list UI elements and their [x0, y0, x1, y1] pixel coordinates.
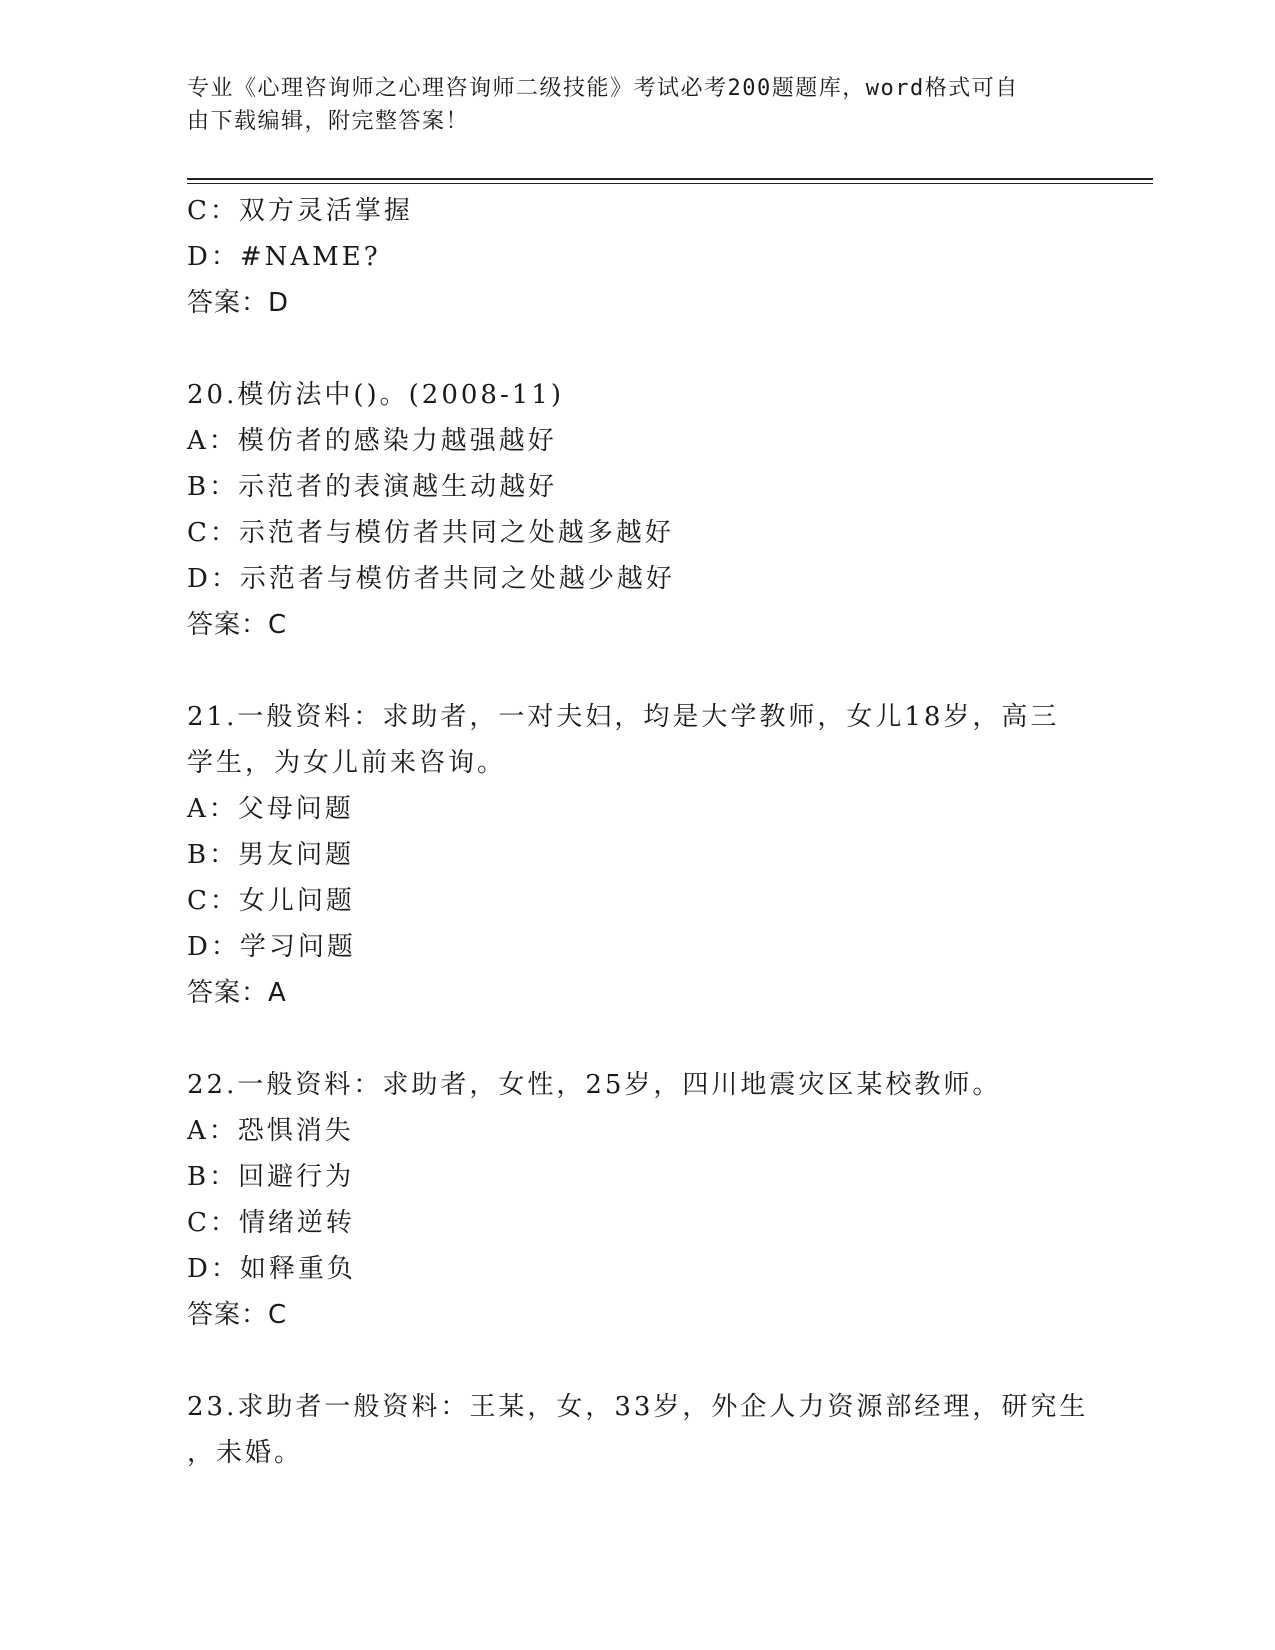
question-20-answer: 答案：C	[187, 610, 288, 640]
question-22-stem: 22.一般资料：求助者，女性，25岁，四川地震灾区某校教师。	[187, 1070, 1002, 1100]
question-21-option-b: B：男友问题	[187, 840, 355, 870]
question-20-option-d: D：示范者与模仿者共同之处越少越好	[187, 564, 675, 594]
prev-option-c: C：双方灵活掌握	[187, 196, 413, 226]
question-22-option-c: C：情绪逆转	[187, 1208, 355, 1238]
spacer	[187, 326, 1087, 372]
question-20-stem: 20.模仿法中()。(2008-11)	[187, 380, 564, 410]
spacer	[187, 648, 1087, 694]
spacer	[187, 1016, 1087, 1062]
question-20-option-a: A：模仿者的感染力越强越好	[187, 426, 557, 456]
question-23-stem-line-1: 23.求助者一般资料：王某，女，33岁，外企人力资源部经理，研究生	[187, 1392, 1089, 1422]
question-21-option-d: D：学习问题	[187, 932, 356, 962]
spacer	[187, 1338, 1087, 1384]
question-21-answer: 答案：A	[187, 978, 287, 1008]
header-divider-thin	[187, 183, 1153, 184]
question-22-answer: 答案：C	[187, 1300, 288, 1330]
prev-option-d: D：#NAME?	[187, 242, 381, 272]
header-line-2: 由下载编辑，附完整答案！	[187, 109, 470, 134]
question-23-stem-line-2: ，未婚。	[187, 1438, 304, 1468]
question-22-option-d: D：如释重负	[187, 1254, 356, 1284]
question-20-option-c: C：示范者与模仿者共同之处越多越好	[187, 518, 674, 548]
question-22-option-a: A：恐惧消失	[187, 1116, 354, 1146]
header-line-1: 专业《心理咨询师之心理咨询师二级技能》考试必考200题题库，word格式可自	[187, 76, 1019, 101]
question-21-stem-line-1: 21.一般资料：求助者，一对夫妇，均是大学教师，女儿18岁，高三	[187, 702, 1060, 732]
question-21-option-a: A：父母问题	[187, 794, 354, 824]
question-21-stem-line-2: 学生，为女儿前来咨询。	[187, 748, 507, 778]
document-header	[187, 72, 1067, 138]
question-22-option-b: B：回避行为	[187, 1162, 355, 1192]
question-20-option-b: B：示范者的表演越生动越好	[187, 472, 558, 502]
question-21-option-c: C：女儿问题	[187, 886, 355, 916]
question-list	[187, 188, 1087, 1476]
header-divider-thick	[187, 178, 1153, 180]
prev-answer: 答案：D	[187, 288, 290, 318]
